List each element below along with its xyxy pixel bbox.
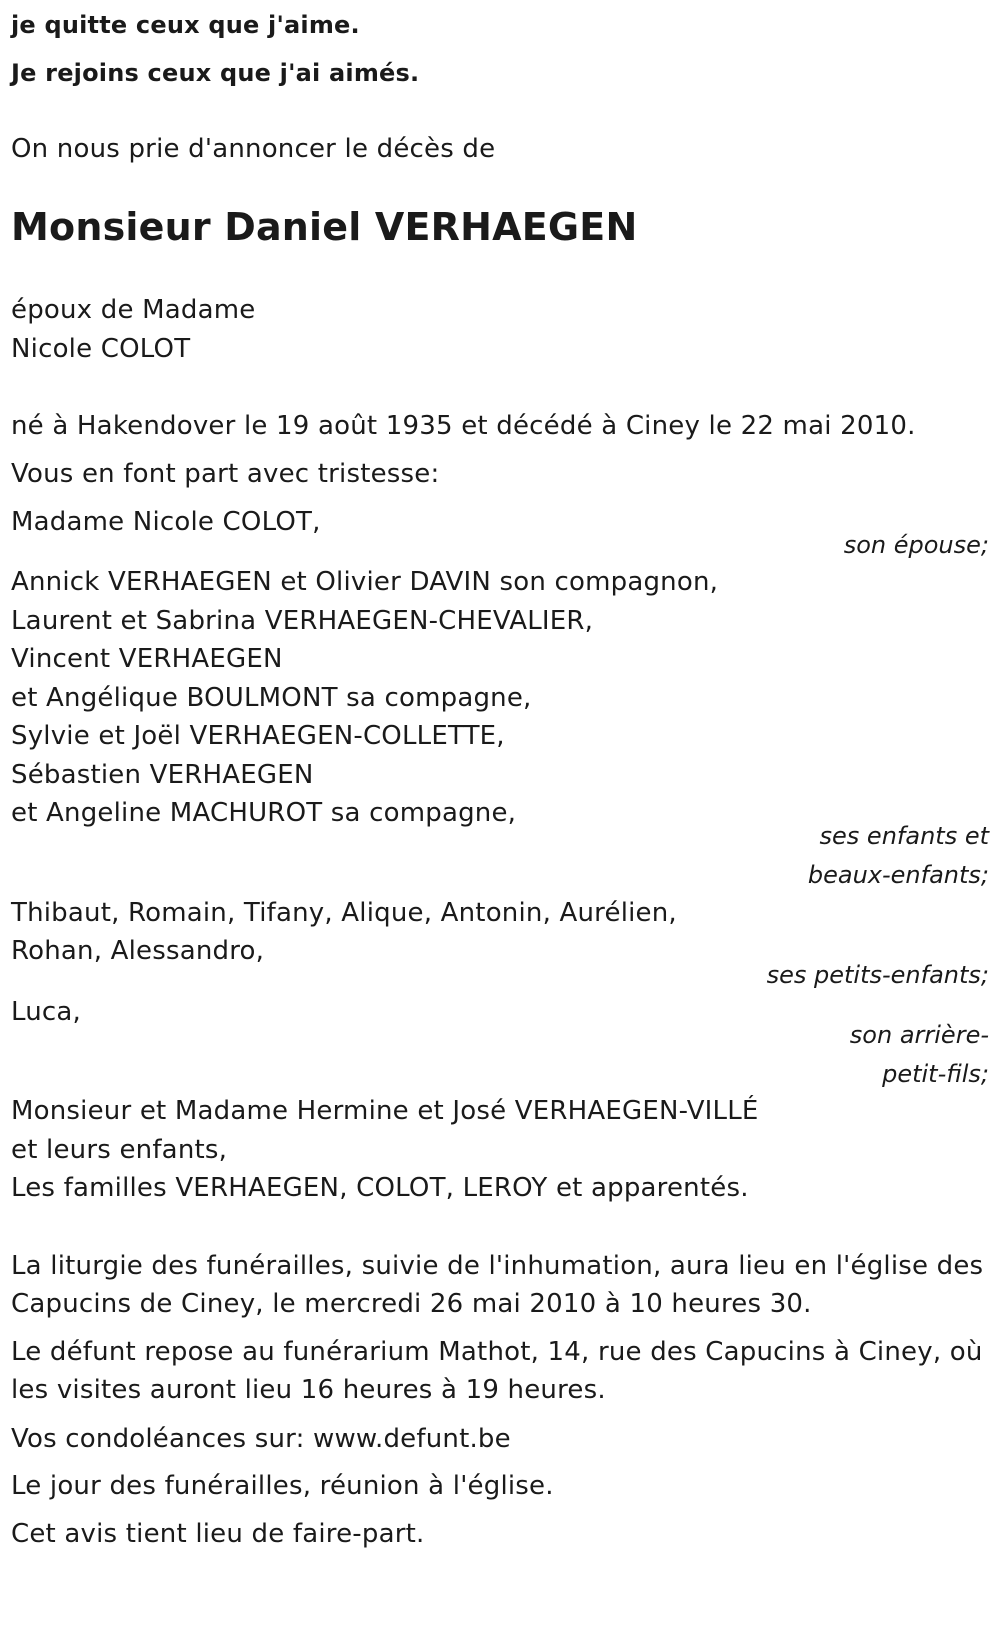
child-line: Annick VERHAEGEN et Olivier DAVIN son compagnon, — [11, 567, 719, 597]
children-role-line-1: ses enfants et — [819, 822, 989, 850]
spouse-line-2: Nicole COLOT — [11, 334, 191, 364]
child-line: Sylvie et Joël VERHAEGEN-COLLETTE, — [11, 721, 505, 751]
great-grandchild-role-line-1: son arrière- — [849, 1021, 989, 1049]
quote-line-2: Je rejoins ceux que j'ai aimés. — [11, 59, 420, 87]
announcement-text: Vous en font part avec tristesse: — [11, 459, 440, 489]
intro-text: On nous prie d'annoncer le décès de — [11, 134, 496, 164]
liturgy-line-2: Capucins de Ciney, le mercredi 26 mai 2010 à 10 heures 30. — [11, 1289, 812, 1319]
notice-text: Cet avis tient lieu de faire-part. — [11, 1519, 425, 1549]
family-spouse-role: son épouse; — [843, 531, 989, 559]
great-grandchild-role-line-2: petit-fils; — [882, 1060, 989, 1088]
family-spouse-name: Madame Nicole COLOT, — [11, 507, 321, 537]
rest-line-1: Le défunt repose au funérarium Mathot, 14, rue des Capucins à Ciney, où — [11, 1337, 983, 1367]
condolences-text: Vos condoléances sur: www.defunt.be — [11, 1424, 511, 1454]
great-grandchild-name: Luca, — [11, 997, 81, 1027]
birth-death-text: né à Hakendover le 19 août 1935 et décédé à Ciney le 22 mai 2010. — [11, 411, 916, 441]
other-family-line: Monsieur et Madame Hermine et José VERHAEGEN-VILLÉ — [11, 1096, 759, 1126]
children-role-line-2: beaux-enfants; — [807, 861, 989, 889]
grandchildren-line: Thibaut, Romain, Tifany, Alique, Antonin, Aurélien, — [11, 898, 677, 928]
child-line: Vincent VERHAEGEN — [11, 644, 283, 674]
child-line: et Angeline MACHUROT sa compagne, — [11, 798, 517, 828]
child-line: Sébastien VERHAEGEN — [11, 760, 314, 790]
rest-line-2: les visites auront lieu 16 heures à 19 heures. — [11, 1375, 606, 1405]
reunion-text: Le jour des funérailles, réunion à l'église. — [11, 1471, 554, 1501]
grandchildren-role: ses petits-enfants; — [766, 961, 989, 989]
liturgy-line-1: La liturgie des funérailles, suivie de l'inhumation, aura lieu en l'église des — [11, 1251, 984, 1281]
child-line: Laurent et Sabrina VERHAEGEN-CHEVALIER, — [11, 606, 594, 636]
child-line: et Angélique BOULMONT sa compagne, — [11, 683, 532, 713]
grandchildren-line: Rohan, Alessandro, — [11, 936, 265, 966]
other-family-line: Les familles VERHAEGEN, COLOT, LEROY et apparentés. — [11, 1173, 749, 1203]
other-family-line: et leurs enfants, — [11, 1135, 228, 1165]
quote-line-1: je quitte ceux que j'aime. — [11, 11, 360, 39]
spouse-line-1: époux de Madame — [11, 295, 256, 325]
deceased-name: Monsieur Daniel VERHAEGEN — [11, 205, 638, 249]
